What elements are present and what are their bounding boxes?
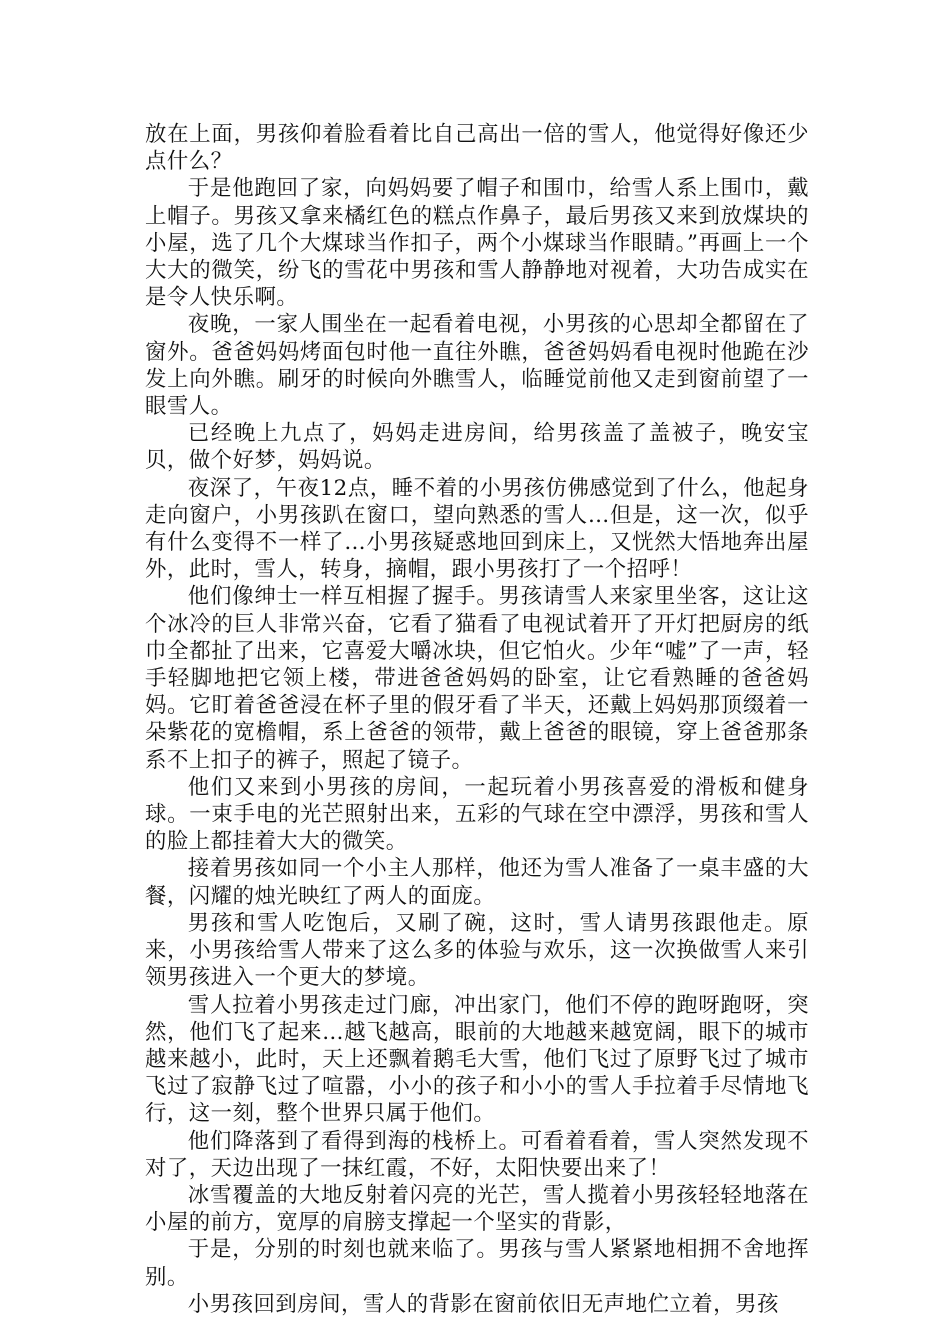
paragraph: 夜晚，一家人围坐在一起看着电视，小男孩的心思却全都留在了窗外。爸爸妈妈烤面包时他一直往外瞧，爸爸妈妈看电视时他跪在沙发上向外瞧。刷牙的时候向外瞧雪人，临睡觉前他又走到窗前望了一眼雪人。 — [145, 312, 809, 420]
paragraph: 于是他跑回了家，向妈妈要了帽子和围巾，给雪人系上围巾，戴上帽子。男孩又拿来橘红色的糕点作鼻子，最后男孩又来到放煤块的小屋，选了几个大煤球当作扣子，两个小煤球当作眼睛。”再画上一个大大的微笑，纷飞的雪花中男孩和雪人静静地对视着，大功告成实在是令人快乐啊。 — [145, 176, 809, 311]
paragraph: 他们像绅士一样互相握了握手。男孩请雪人来家里坐客，这让这个冰冷的巨人非常兴奋，它看了猫看了电视试着开了开灯把厨房的纸巾全都扯了出来，它喜爱大嚼冰块，但它怕火。少年“嘘”了一声，轻手轻脚地把它领上楼，带进爸爸妈妈的卧室，让它看熟睡的爸爸妈妈。它盯着爸爸浸在杯子里的假牙看了半天，还戴上妈妈那顶缀着一朵紫花的宽檐帽，系上爸爸的领带，戴上爸爸的眼镜，穿上爸爸那条系不上扣子的裤子，照起了镜子。 — [145, 584, 809, 773]
paragraph: 雪人拉着小男孩走过门廊，冲出家门，他们不停的跑呀跑呀，突然，他们飞了起来…越飞越高，眼前的大地越来越宽阔，眼下的城市越来越小，此时，天上还飘着鹅毛大雪，他们飞过了原野飞过了城市飞过了寂静飞过了喧嚣，小小的孩子和小小的雪人手拉着手尽情地飞行，这一刻，整个世界只属于他们。 — [145, 992, 809, 1127]
paragraph: 已经晚上九点了，妈妈走进房间，给男孩盖了盖被子，晚安宝贝，做个好梦，妈妈说。 — [145, 421, 809, 474]
paragraph: 接着男孩如同一个小主人那样，他还为雪人准备了一桌丰盛的大餐，闪耀的烛光映红了两人的面庞。 — [145, 856, 809, 909]
paragraph: 他们降落到了看得到海的栈桥上。可看着看着，雪人突然发现不对了，天边出现了一抹红霞，不好，太阳快要出来了！ — [145, 1128, 809, 1181]
paragraph: 冰雪覆盖的大地反射着闪亮的光芒，雪人揽着小男孩轻轻地落在小屋的前方，宽厚的肩膀支撑起一个坚实的背影， — [145, 1182, 809, 1236]
paragraph: 夜深了，午夜12点，睡不着的小男孩仿佛感觉到了什么，他起身走向窗户，小男孩趴在窗口，望向熟悉的雪人…但是，这一次，似乎有什么变得不一样了…小男孩疑惑地回到床上，又恍然大悟地奔出屋外，此时，雪人，转身，摘帽，跟小男孩打了一个招呼！ — [145, 475, 809, 583]
paragraph: 放在上面，男孩仰着脸看着比自己高出一倍的雪人，他觉得好像还少点什么？ — [145, 122, 809, 175]
paragraph: 他们又来到小男孩的房间，一起玩着小男孩喜爱的滑板和健身球。一束手电的光芒照射出来，五彩的气球在空中漂浮，男孩和雪人的脸上都挂着大大的微笑。 — [145, 774, 809, 855]
paragraph: 于是，分别的时刻也就来临了。男孩与雪人紧紧地相拥不舍地挥别。 — [145, 1237, 809, 1290]
paragraph: 男孩和雪人吃饱后，又刷了碗，这时，雪人请男孩跟他走。原来，小男孩给雪人带来了这么多的体验与欢乐，这一次换做雪人来引领男孩进入一个更大的梦境。 — [145, 910, 809, 991]
paragraph: 小男孩回到房间，雪人的背影在窗前依旧无声地伫立着，男孩 — [187, 1291, 779, 1317]
story-text — [145, 121, 809, 1318]
